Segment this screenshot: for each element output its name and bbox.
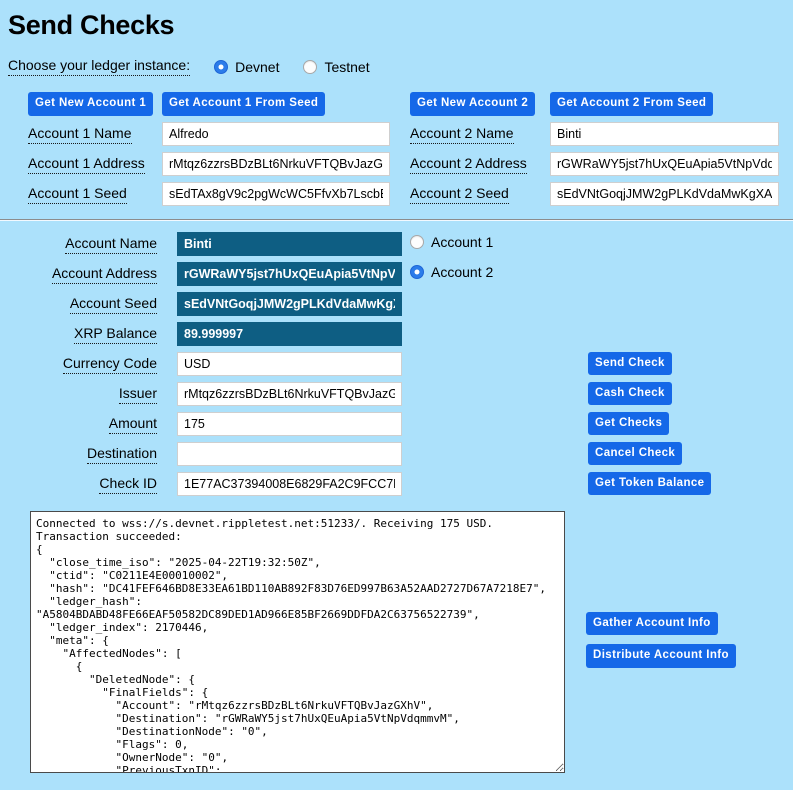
- account1-seed-label: Account 1 Seed: [28, 185, 127, 204]
- devnet-radio-icon[interactable]: [214, 60, 228, 74]
- account2-seed-input[interactable]: [550, 182, 779, 206]
- account-seed-label: Account Seed: [70, 295, 157, 314]
- get-account2-from-seed-button[interactable]: Get Account 2 From Seed: [550, 92, 713, 116]
- account2-name-label: Account 2 Name: [410, 125, 514, 144]
- account-buttons-row: [28, 89, 779, 119]
- section-divider: [0, 219, 793, 221]
- radio-account1[interactable]: [410, 234, 493, 250]
- check-id-label: Check ID: [99, 475, 157, 494]
- destination-label: Destination: [87, 445, 157, 464]
- account-name-form-row: [8, 229, 711, 259]
- get-new-account1-button[interactable]: Get New Account 1: [28, 92, 153, 116]
- get-checks-button[interactable]: Get Checks: [588, 412, 669, 436]
- xrp-balance-row: [8, 319, 711, 349]
- devnet-radio-label: Devnet: [235, 58, 280, 75]
- currency-code-row: [8, 349, 711, 379]
- account-address-field[interactable]: [177, 262, 402, 286]
- account1-radio-label: Account 1: [431, 233, 494, 250]
- get-account1-from-seed-button[interactable]: Get Account 1 From Seed: [162, 92, 325, 116]
- account-address-form-row: [8, 259, 711, 289]
- account1-address-label: Account 1 Address: [28, 155, 145, 174]
- destination-input[interactable]: [177, 442, 402, 466]
- account-seed-field[interactable]: [177, 292, 402, 316]
- results-section: [30, 511, 785, 773]
- xrp-balance-field[interactable]: [177, 322, 402, 346]
- radio-testnet[interactable]: [303, 59, 369, 75]
- amount-row: [8, 409, 711, 439]
- account1-name-label: Account 1 Name: [28, 125, 132, 144]
- cash-check-button[interactable]: Cash Check: [588, 382, 672, 406]
- account-seed-row: [28, 179, 779, 209]
- account2-name-input[interactable]: [550, 122, 779, 146]
- get-new-account2-button[interactable]: Get New Account 2: [410, 92, 535, 116]
- issuer-input[interactable]: [177, 382, 402, 406]
- account2-address-label: Account 2 Address: [410, 155, 527, 174]
- account2-address-input[interactable]: [550, 152, 779, 176]
- account-seed-form-row: [8, 289, 711, 319]
- distribute-account-info-button[interactable]: Distribute Account Info: [586, 644, 736, 668]
- account-address-row: [28, 149, 779, 179]
- account2-radio-label: Account 2: [431, 263, 494, 280]
- currency-code-label: Currency Code: [63, 355, 157, 374]
- ledger-instance-label: Choose your ledger instance:: [8, 57, 190, 76]
- account-name-row: [28, 119, 779, 149]
- account2-radio-icon[interactable]: [410, 265, 424, 279]
- radio-devnet[interactable]: [214, 59, 279, 75]
- account1-address-input[interactable]: [162, 152, 390, 176]
- testnet-radio-label: Testnet: [324, 58, 370, 75]
- destination-row: [8, 439, 711, 469]
- get-token-balance-button[interactable]: Get Token Balance: [588, 472, 711, 496]
- amount-label: Amount: [109, 415, 157, 434]
- send-check-button[interactable]: Send Check: [588, 352, 672, 376]
- account1-name-input[interactable]: [162, 122, 390, 146]
- account-name-label: Account Name: [65, 235, 157, 254]
- currency-code-input[interactable]: [177, 352, 402, 376]
- radio-account2[interactable]: [410, 264, 493, 280]
- account-setup-grid: [28, 89, 779, 209]
- gather-account-info-button[interactable]: Gather Account Info: [586, 612, 718, 636]
- ledger-instance-row: [8, 57, 785, 76]
- cancel-check-button[interactable]: Cancel Check: [588, 442, 682, 466]
- account-name-field[interactable]: [177, 232, 402, 256]
- check-form-grid: [8, 229, 711, 499]
- account2-seed-label: Account 2 Seed: [410, 185, 509, 204]
- account1-radio-icon[interactable]: [410, 235, 424, 249]
- account1-seed-input[interactable]: [162, 182, 390, 206]
- account-info-buttons: [586, 612, 736, 668]
- testnet-radio-icon[interactable]: [303, 60, 317, 74]
- check-id-row: [8, 469, 711, 499]
- console-output-textarea[interactable]: [30, 511, 565, 773]
- issuer-row: [8, 379, 711, 409]
- xrp-balance-label: XRP Balance: [74, 325, 157, 344]
- account-address-label: Account Address: [52, 265, 157, 284]
- issuer-label: Issuer: [119, 385, 157, 404]
- check-id-input[interactable]: [177, 472, 402, 496]
- amount-input[interactable]: [177, 412, 402, 436]
- page-title: Send Checks: [8, 10, 175, 40]
